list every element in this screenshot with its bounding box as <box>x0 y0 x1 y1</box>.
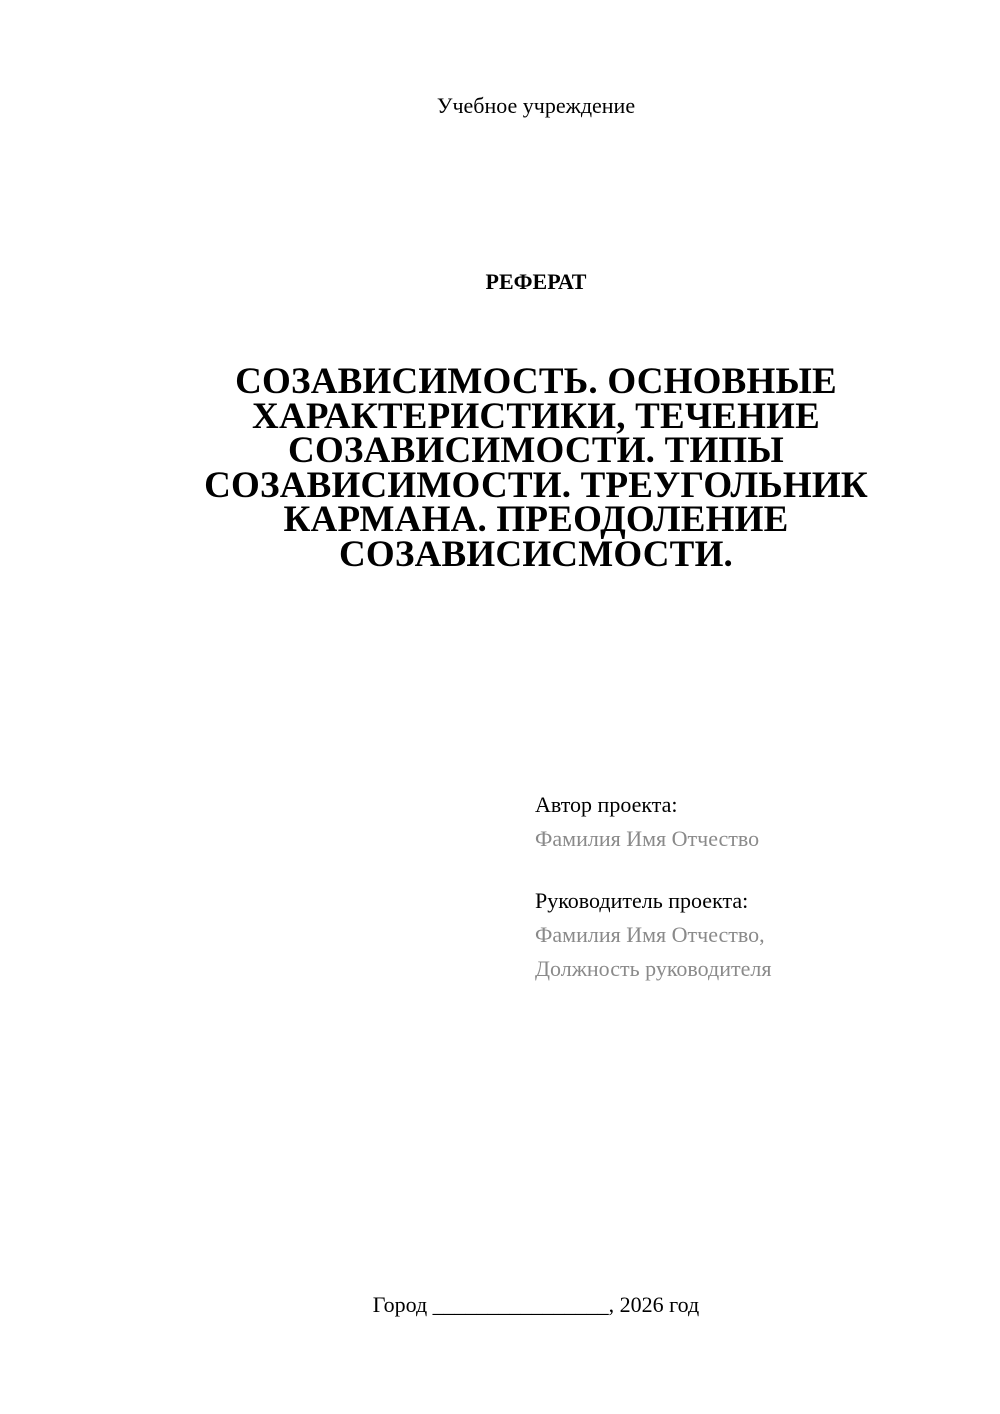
topic-title-line: ХАРАКТЕРИСТИКИ, ТЕЧЕНИЕ <box>252 395 820 437</box>
author-name-placeholder: Фамилия Имя Отчество <box>535 826 760 851</box>
document-type: РЕФЕРАТ <box>485 269 587 294</box>
topic-title-line: СОЗАВИСИМОСТИ. ТИПЫ <box>288 430 784 471</box>
institution-name: Учебное учреждение <box>436 93 636 118</box>
supervisor-name-placeholder: Фамилия Имя Отчество, <box>535 922 765 947</box>
author-label: Автор проекта: <box>535 792 678 817</box>
topic-title-line: СОЗАВИСИМОСТЬ. ОСНОВНЫЕ <box>235 361 837 402</box>
supervisor-label: Руководитель проекта: <box>535 888 749 913</box>
topic-title <box>190 361 882 575</box>
topic-title-line: СОЗАВИСИМОСТИ. ТРЕУГОЛЬНИК <box>204 464 868 506</box>
topic-title-line: КАРМАНА. ПРЕОДОЛЕНИЕ <box>283 499 789 540</box>
topic-title-line: СОЗАВИСИСМОСТИ. <box>338 533 733 575</box>
spacer <box>535 856 935 884</box>
city-year-line: Город ________________, 2026 год <box>372 1292 700 1317</box>
supervisor-position-placeholder: Должность руководителя <box>535 956 772 981</box>
credits-block <box>535 788 935 986</box>
